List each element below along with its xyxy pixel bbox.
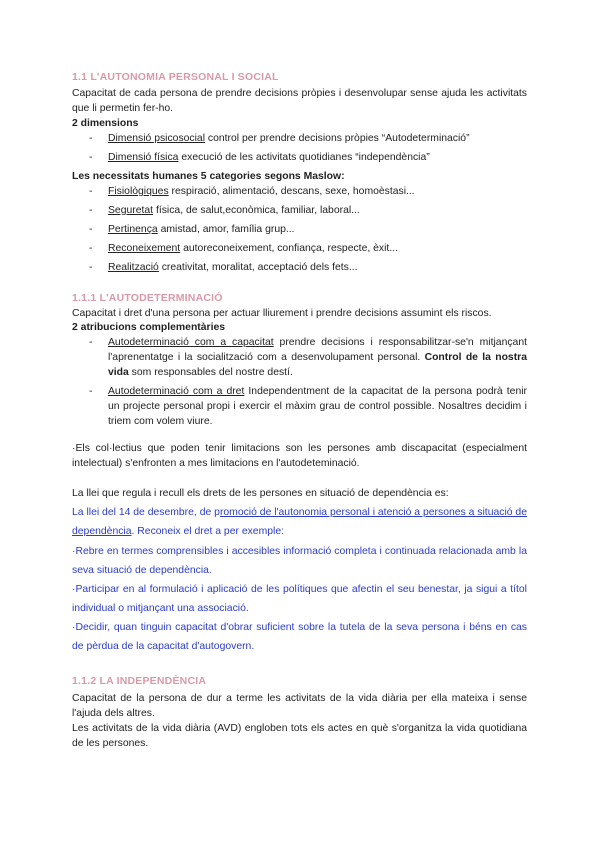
- dimensions-list: [72, 131, 527, 165]
- right-item: ·Decidir, quan tinguin capacitat d'obrar suficient sobre la tutela de la seva persona i béns en cas de pèrdua de la capacitat d'autogovern.: [72, 622, 527, 652]
- list-item: - Dimensió psicosocial control per prendre decisions pròpies “Autodeterminació”: [89, 133, 470, 144]
- list-item: - Fisiològiques respiració, alimentació, descans, sexe, homoèstasi...: [89, 186, 415, 197]
- list-item: - Seguretat física, de salut,econòmica, familiar, laboral...: [89, 205, 360, 216]
- section-heading-autodeterminacio: 1.1.1 L'AUTODETERMINACIÓ: [72, 292, 223, 304]
- collectives-paragraph: ·Els col·lectius que poden tenir limitacions son les persones amb discapacitat (especialment intelectual) s'enfronten a mes limitacions en l'autodeteminació.: [72, 443, 527, 469]
- list-item: - Autodeterminació com a capacitat prendre decisions i responsabilitzar-se'n mitjançant l'aprenentatge i la socialització com a desenvolupament personal. Control de la nostra vida som responsables del nostre destí.: [89, 337, 527, 378]
- law-intro: La llei que regula i recull els drets de les persones en situació de dependència es:: [72, 488, 449, 499]
- list-item: - Reconeixement autoreconeixement, confiança, respecte, èxit...: [89, 243, 398, 254]
- right-item: ·Rebre en termes comprensibles i accesibles informació completa i continuada relacionada amb la seva situació de dependència.: [72, 546, 527, 576]
- section-heading-independencia: 1.1.2 LA INDEPENDÈNCIA: [72, 675, 207, 687]
- maslow-list: [72, 184, 527, 275]
- list-item: - Dimensió física execució de les activitats quotidianes “independència”: [89, 152, 430, 163]
- list-item: - Autodeterminació com a dret Independentment de la capacitat de la persona podrà tenir un projecte personal propi i exercir el màxim grau de control possible. Nosaltres decidim i triem com volem viure.: [89, 386, 527, 427]
- right-item: ·Participar en al formulació i aplicació de les polítiques que afectin el seu benestar, ja sigui a títol individual o mitjançant una associació.: [72, 584, 527, 614]
- section-heading-autonomia: 1.1 L'AUTONOMIA PERSONAL I SOCIAL: [72, 71, 279, 83]
- autonomia-definition: Capacitat de cada persona de prendre decisions pròpies i desenvolupar sense ajuda les activitats que li permetin fer-ho.: [72, 88, 527, 114]
- law-paragraph: La llei del 14 de desembre, de promoció de l'autonomia personal i atenció a persones a situació de dependència. Reconeix el dret a per exemple:: [72, 507, 527, 537]
- attributions-title: 2 atribucions complementàries: [72, 322, 226, 333]
- independencia-definition: Capacitat de la persona de dur a terme les activitats de la vida diària per ella mateixa i sense l'ajuda dels altres.: [72, 693, 527, 719]
- attributions-list: [72, 335, 527, 429]
- autodeterminacio-definition: Capacitat i dret d'una persona per actuar lliurement i prendre decisions assumint els riscos.: [72, 308, 492, 319]
- list-item: - Pertinença amistad, amor, família grup...: [89, 224, 295, 235]
- avd-paragraph: Les activitats de la vida diària (AVD) engloben tots els actes en què s'organitza la vida quotidiana de les persones.: [72, 723, 527, 749]
- law-link[interactable]: romoció de l'autonomia personal i atenció a persones a situació de dependència: [72, 507, 527, 537]
- list-item: - Realització creativitat, moralitat, acceptació dels fets...: [89, 262, 358, 273]
- maslow-title: Les necessitats humanes 5 categories segons Maslow:: [72, 171, 345, 182]
- dimensions-title: 2 dimensions: [72, 118, 139, 129]
